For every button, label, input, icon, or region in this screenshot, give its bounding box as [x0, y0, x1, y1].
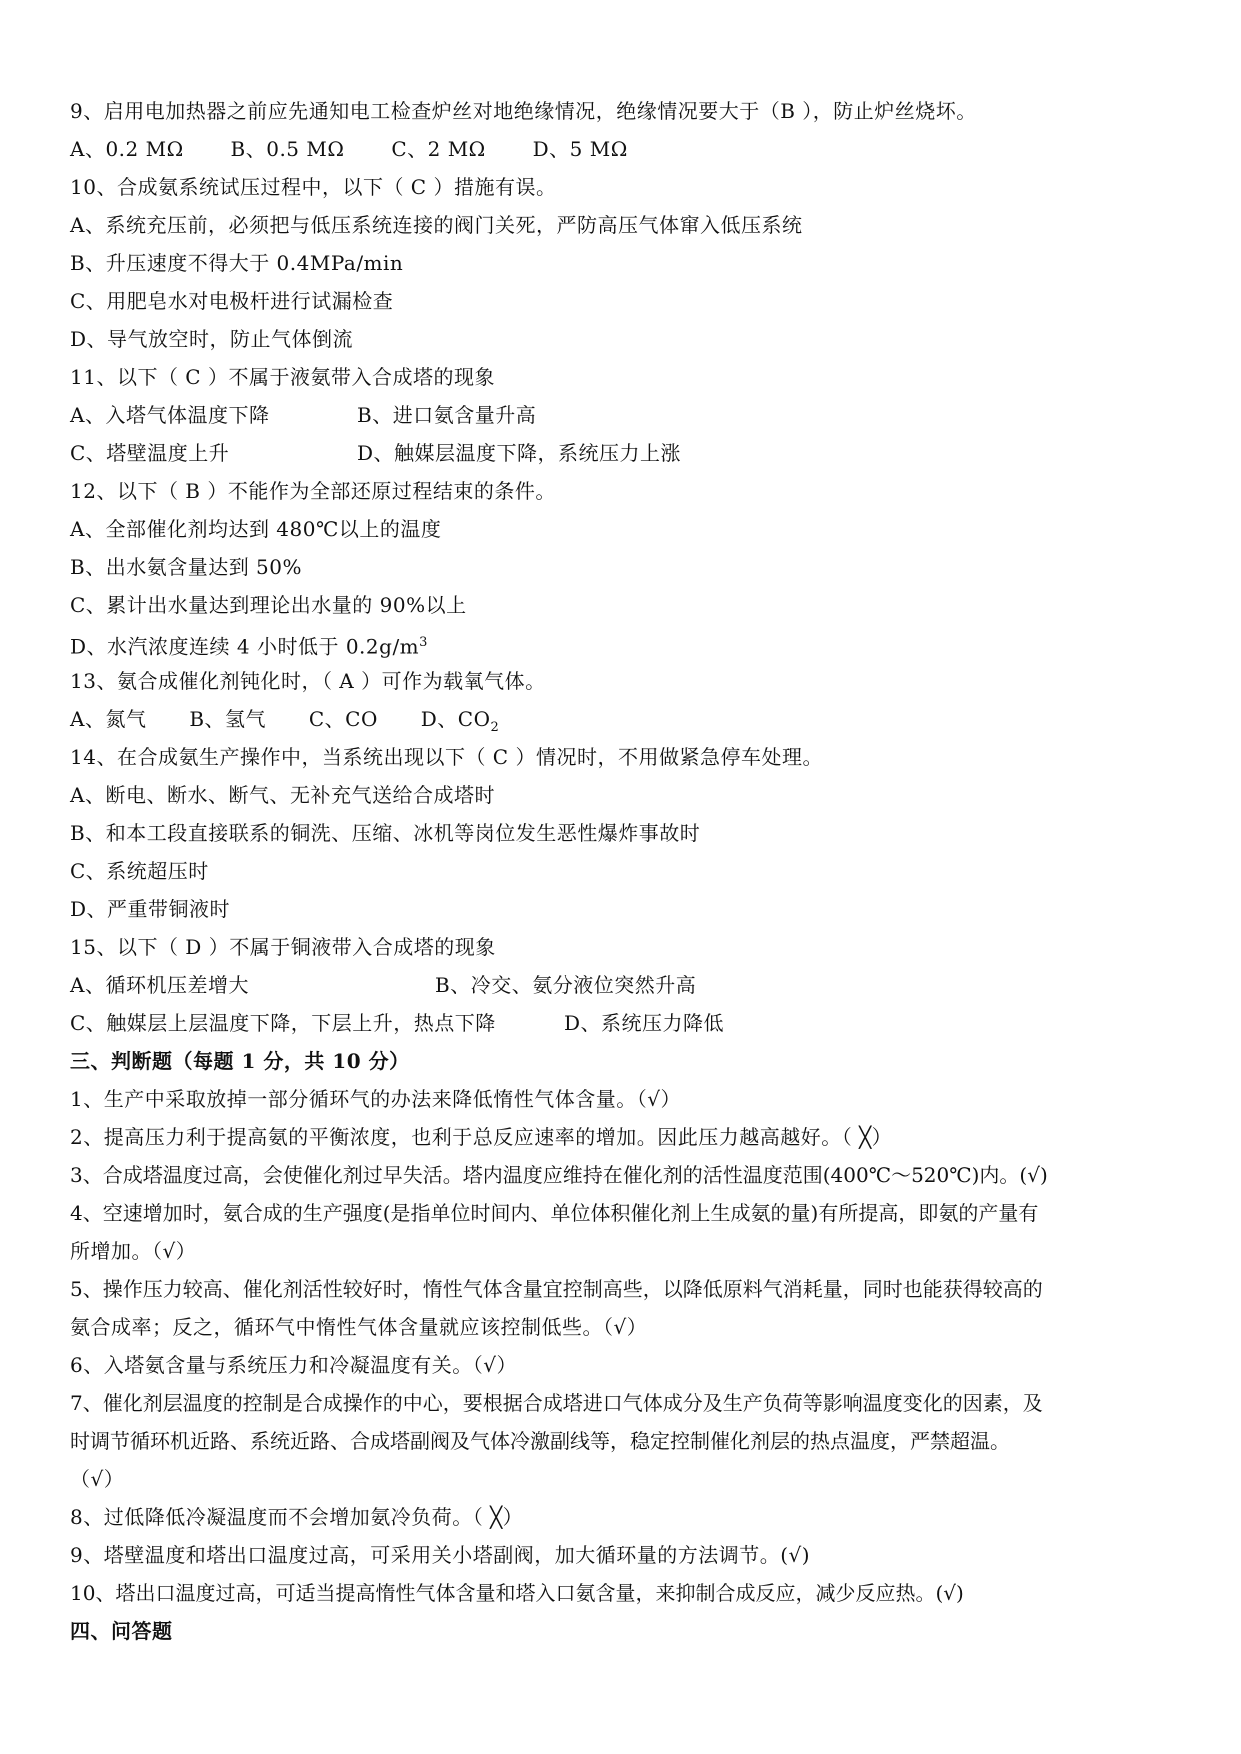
option-c: C、塔壁温度上升 [70, 441, 230, 465]
option-d: D、5 MΩ [532, 137, 628, 161]
option-a: A、0.2 MΩ [70, 137, 184, 161]
question-15-options-cd [70, 1004, 1150, 1042]
question-14-option-d: D、严重带铜液时 [70, 897, 231, 921]
superscript: 3 [419, 635, 428, 650]
judgment-7-line-2: 时调节循环机近路、系统近路、合成塔副阀及气体冷激副线等，稳定控制催化剂层的热点温度，严禁超温。 [70, 1429, 1010, 1453]
option-b: B、0.5 MΩ [230, 137, 345, 161]
question-15-stem: 15、以下（ D ）不属于铜液带入合成塔的现象 [70, 935, 496, 959]
judgment-4-line-2: 所增加。（√） [70, 1239, 197, 1263]
judgment-2: 2、提高压力利于提高氨的平衡浓度，也利于总反应速率的增加。因此压力越高越好。（ ╳） [70, 1125, 893, 1149]
question-11-options-cd [70, 434, 1150, 472]
option-a: A、循环机压差增大 [70, 973, 249, 997]
option-c: C、触媒层上层温度下降，下层上升，热点下降 [70, 1011, 496, 1035]
judgment-1: 1、生产中采取放掉一部分循环气的办法来降低惰性气体含量。（√） [70, 1087, 681, 1111]
option-b: B、氢气 [189, 707, 267, 731]
judgment-8: 8、过低降低冷凝温度而不会增加氨冷负荷。（ ╳） [70, 1505, 524, 1529]
question-10-option-a: A、系统充压前，必须把与低压系统连接的阀门关死，严防高压气体窜入低压系统 [70, 213, 803, 237]
question-13-options [70, 700, 1150, 738]
option-b: B、冷交、氨分液位突然升高 [435, 973, 697, 997]
judgment-5-line-2: 氨合成率；反之，循环气中惰性气体含量就应该控制低些。（√） [70, 1315, 648, 1339]
subscript: 2 [490, 720, 500, 735]
question-9-options [70, 130, 1150, 168]
question-11-options-ab [70, 396, 1150, 434]
judgment-5-line-1: 5、操作压力较高、催化剂活性较好时，惰性气体含量宜控制高些，以降低原料气消耗量，同时也能获得较高的 [70, 1277, 1043, 1301]
option-a: A、氮气 [70, 707, 147, 731]
question-10-stem: 10、合成氨系统试压过程中，以下（ C ）措施有误。 [70, 175, 557, 199]
question-15-options-ab [70, 966, 1150, 1004]
option-d-text: D、CO [420, 707, 491, 731]
judgment-4-line-1: 4、空速增加时，氨合成的生产强度(是指单位时间内、单位体积催化剂上生成氨的量)有所提高，即氨的产量有 [70, 1201, 1039, 1225]
judgment-7-line-3: （√） [70, 1467, 125, 1491]
question-12-option-c: C、累计出水量达到理论出水量的 90%以上 [70, 593, 467, 617]
question-10-option-d: D、导气放空时，防止气体倒流 [70, 327, 354, 351]
option-b: B、进口氨含量升高 [357, 403, 537, 427]
judgment-10: 10、塔出口温度过高，可适当提高惰性气体含量和塔入口氨含量，来抑制合成反应，减少反应热。(√) [70, 1581, 964, 1605]
question-10-option-b: B、升压速度不得大于 0.4MPa/min [70, 251, 404, 275]
section-3-title: 三、判断题（每题 1 分，共 10 分） [70, 1049, 410, 1073]
question-12-option-a: A、全部催化剂均达到 480℃以上的温度 [70, 517, 442, 541]
question-14-option-a: A、断电、断水、断气、无补充气送给合成塔时 [70, 783, 495, 807]
judgment-3: 3、合成塔温度过高，会使催化剂过早失活。塔内温度应维持在催化剂的活性温度范围(400℃～520℃)内。(√) [70, 1163, 1048, 1187]
question-9-stem: 9、启用电加热器之前应先通知电工检查炉丝对地绝缘情况，绝缘情况要大于（B ），防止炉丝烧坏。 [70, 99, 977, 123]
option-d: D、触媒层温度下降，系统压力上涨 [357, 441, 682, 465]
question-14-option-b: B、和本工段直接联系的铜洗、压缩、冰机等岗位发生恶性爆炸事故时 [70, 821, 701, 845]
section-4-title: 四、问答题 [70, 1619, 173, 1643]
question-14-stem: 14、在合成氨生产操作中，当系统出现以下（ C ）情况时，不用做紧急停车处理。 [70, 745, 823, 769]
question-12-stem: 12、以下（ B ）不能作为全部还原过程结束的条件。 [70, 479, 556, 503]
question-12-option-b: B、出水氨含量达到 50% [70, 555, 303, 579]
question-13-stem: 13、氨合成催化剂钝化时，（ A ）可作为载氧气体。 [70, 669, 546, 693]
question-12-option-d [70, 624, 1150, 662]
question-11-stem: 11、以下（ C ）不属于液氨带入合成塔的现象 [70, 365, 495, 389]
option-d: D、系统压力降低 [564, 1011, 725, 1035]
question-14-option-c: C、系统超压时 [70, 859, 209, 883]
option-c: C、CO [308, 707, 378, 731]
question-10-option-c: C、用肥皂水对电极杆进行试漏检查 [70, 289, 394, 313]
judgment-9: 9、塔壁温度和塔出口温度过高，可采用关小塔副阀，加大循环量的方法调节。(√) [70, 1543, 811, 1567]
document-page [70, 92, 1150, 1650]
judgment-7-line-1: 7、催化剂层温度的控制是合成操作的中心，要根据合成塔进口气体成分及生产负荷等影响温度变化的因素，及 [70, 1391, 1043, 1415]
option-d-text: D、水汽浓度连续 4 小时低于 0.2g/m [70, 634, 420, 659]
option-a: A、入塔气体温度下降 [70, 403, 270, 427]
option-c: C、2 MΩ [391, 137, 486, 161]
judgment-6: 6、入塔氨含量与系统压力和冷凝温度有关。（√） [70, 1353, 517, 1377]
